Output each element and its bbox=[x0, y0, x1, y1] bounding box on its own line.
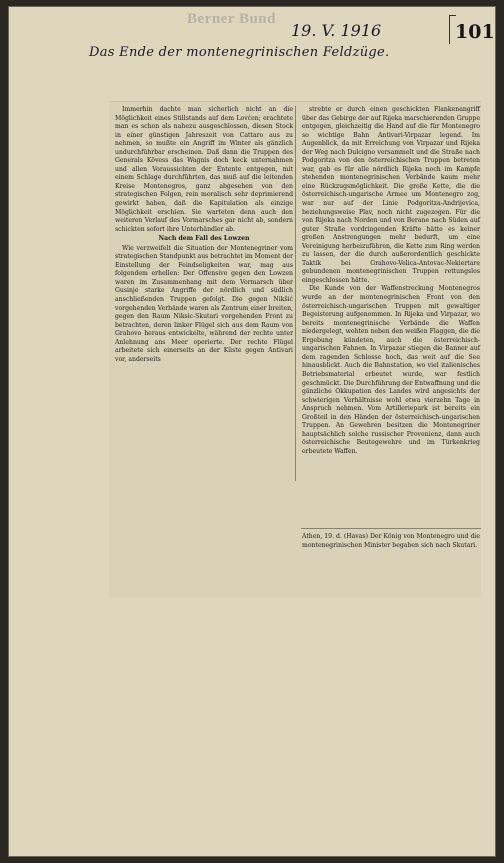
column-divider bbox=[295, 106, 296, 481]
page-number: 101 bbox=[455, 21, 495, 43]
left-column bbox=[115, 106, 293, 364]
newspaper-stamp: Berner Bund bbox=[187, 11, 276, 27]
newspaper-clipping bbox=[109, 101, 481, 597]
section-heading: Nach dem Fall des Lowzen bbox=[158, 235, 250, 243]
dateline-rule bbox=[301, 528, 481, 529]
right-paragraph-2: Die Kunde von der Waffenstreckung Montenegros wurde an der montenegrinischen Front von den österreichisch-ungarischen Truppen mit gewaltiger Begeisterung aufgenommen. In Rijeka und Virpazar, wo bereits montenegrinische Verbände die Waffen niedergelegt, wehten neben den weißen Flaggen, die die Ergebung kündeten, auch die österreichisch-ungarischen Fahnen. In Virpazar stiegen die Banner auf dem ragenden Schlosse hoch, das weit auf die See hinausblickt. Auch die Bahnstation, wo viel italienisches Betriebsmaterial erbeutet wurde, war festlich geschmückt. Die Durchführung der Entwaffnung und die gänzliche Okkupation des Landes wird angesichts der schwierigen Verhältnisse wohl etwa vierzehn Tage in Anspruch nehmen. Vom Artilleriepark ist bereits ein Großteil in den Händen der österreichisch-ungarischen Truppen. An Gewehren besitzen die Montenegriner hauptsächlich solche russischer Provenienz, dann auch österreichische Beutegewehre und im Türkenkrieg erbeutete Waffen. bbox=[302, 285, 480, 455]
dateline-text: Athen, 19. d. (Havas) Der König von Montenegro und die montenegrinischen Minister begaben sich nach Skutari. bbox=[302, 533, 480, 549]
handwritten-title: Das Ende der montenegrinischen Feldzüge. bbox=[89, 45, 390, 60]
left-paragraph-2: Wie verzweifelt die Situation der Montenegriner vom strategischen Standpunkt aus betrachtet im Moment der Einstellung der Feindseligkeiten war, mag aus folgendem erhellen: Der Offensive gegen den Lowzen waren im Zusammenhang mit dem Vormarsch über Gusinje starke Angriffe der nördlich und südlich anschließenden Truppen gefolgt. Die gegen Nikšić vorgehenden Verbände waren als Zentrum einer breiten, gegen den Raum Niksic-Skutari vorgehenden Front zu betrachten, deren linker Flügel sich aus dem Raum von Grahovo heraus entwickelte, während der rechte unter Anlehnung ans Meer operierte. Der rechte Flügel arbeitete sich einerseits an der Küste gegen Antivari vor, anderseits bbox=[115, 244, 293, 363]
right-column bbox=[302, 106, 480, 456]
left-paragraph-1: Immerhin dachte man sicherlich nicht an die Möglichkeit eines Stillstands auf dem Lovćen; erachtete man es schon als nahezu ausgeschlossen, diesen Stock in einer günstigen Jahreszeit von Cattaro aus zu nehmen, so mußte ein Angriff im Winter als gänzlich undurchführbar erscheinen. Daß dann die Truppen des Generals Kövess das Wagnis doch keck unternahmen und allen Voraussichten der Entente entgegen, mit einem Schlage durchführten, das muß auf die leitenden Kreise Montenegros, ganz abgesehen von den strategischen Folgen, rein moralisch sehr deprimierend gewirkt haben, daß die Kapitulation als einzige Möglichkeit erschien. Sie warteten denn auch den weiteren Verlauf des Vormarsches gar nicht ab, sondern schickten sofort ihre Unterhändler ab. bbox=[115, 106, 293, 233]
archive-sheet bbox=[8, 6, 496, 857]
right-paragraph-1: strebte er durch einen geschickten Flankenangriff über das Gebirge der auf Rijeka marschierenden Gruppe entgegen, gleichzeitig die Hand auf die für Montenegro so wichtige Bahn Antivari-Virpazar legend. Im Augenblick, da mit Erreichung von Virpazar und Rijeka der Weg nach Dulcigno versammelt und die Straße nach Podgoritza von den österreichischen Truppen betreten war, gab es für alle nördlich Rijeka noch im Kampfe stehenden montenegrinischen Verbände kaum mehr eine Rückzugsmöglichkeit. Die große Kette, die die österreichisch-ungarische Armee um Montenegro zog, war nur auf der Linie Podgoritza-Andrijevica, beziehungsweise Plav, noch nicht zugezogen. Für die von Rijeka nach Norden und von Berane nach Süden auf guter Straße vordringenden Kräfte hätte es keiner großen Anstrengungen mehr bedurft, um eine Vereinigung herbeizuführen, die Kette zum Ring werden zu lassen, der die durch außerordentlich geschickte Taktik bei Grahovo-Velica-Antovac-Nekiertare gebundenen montenegrinischen Truppen rettungslos eingeschlossen hätte. bbox=[302, 106, 480, 284]
handwritten-date: 19. V. 1916 bbox=[291, 21, 382, 40]
